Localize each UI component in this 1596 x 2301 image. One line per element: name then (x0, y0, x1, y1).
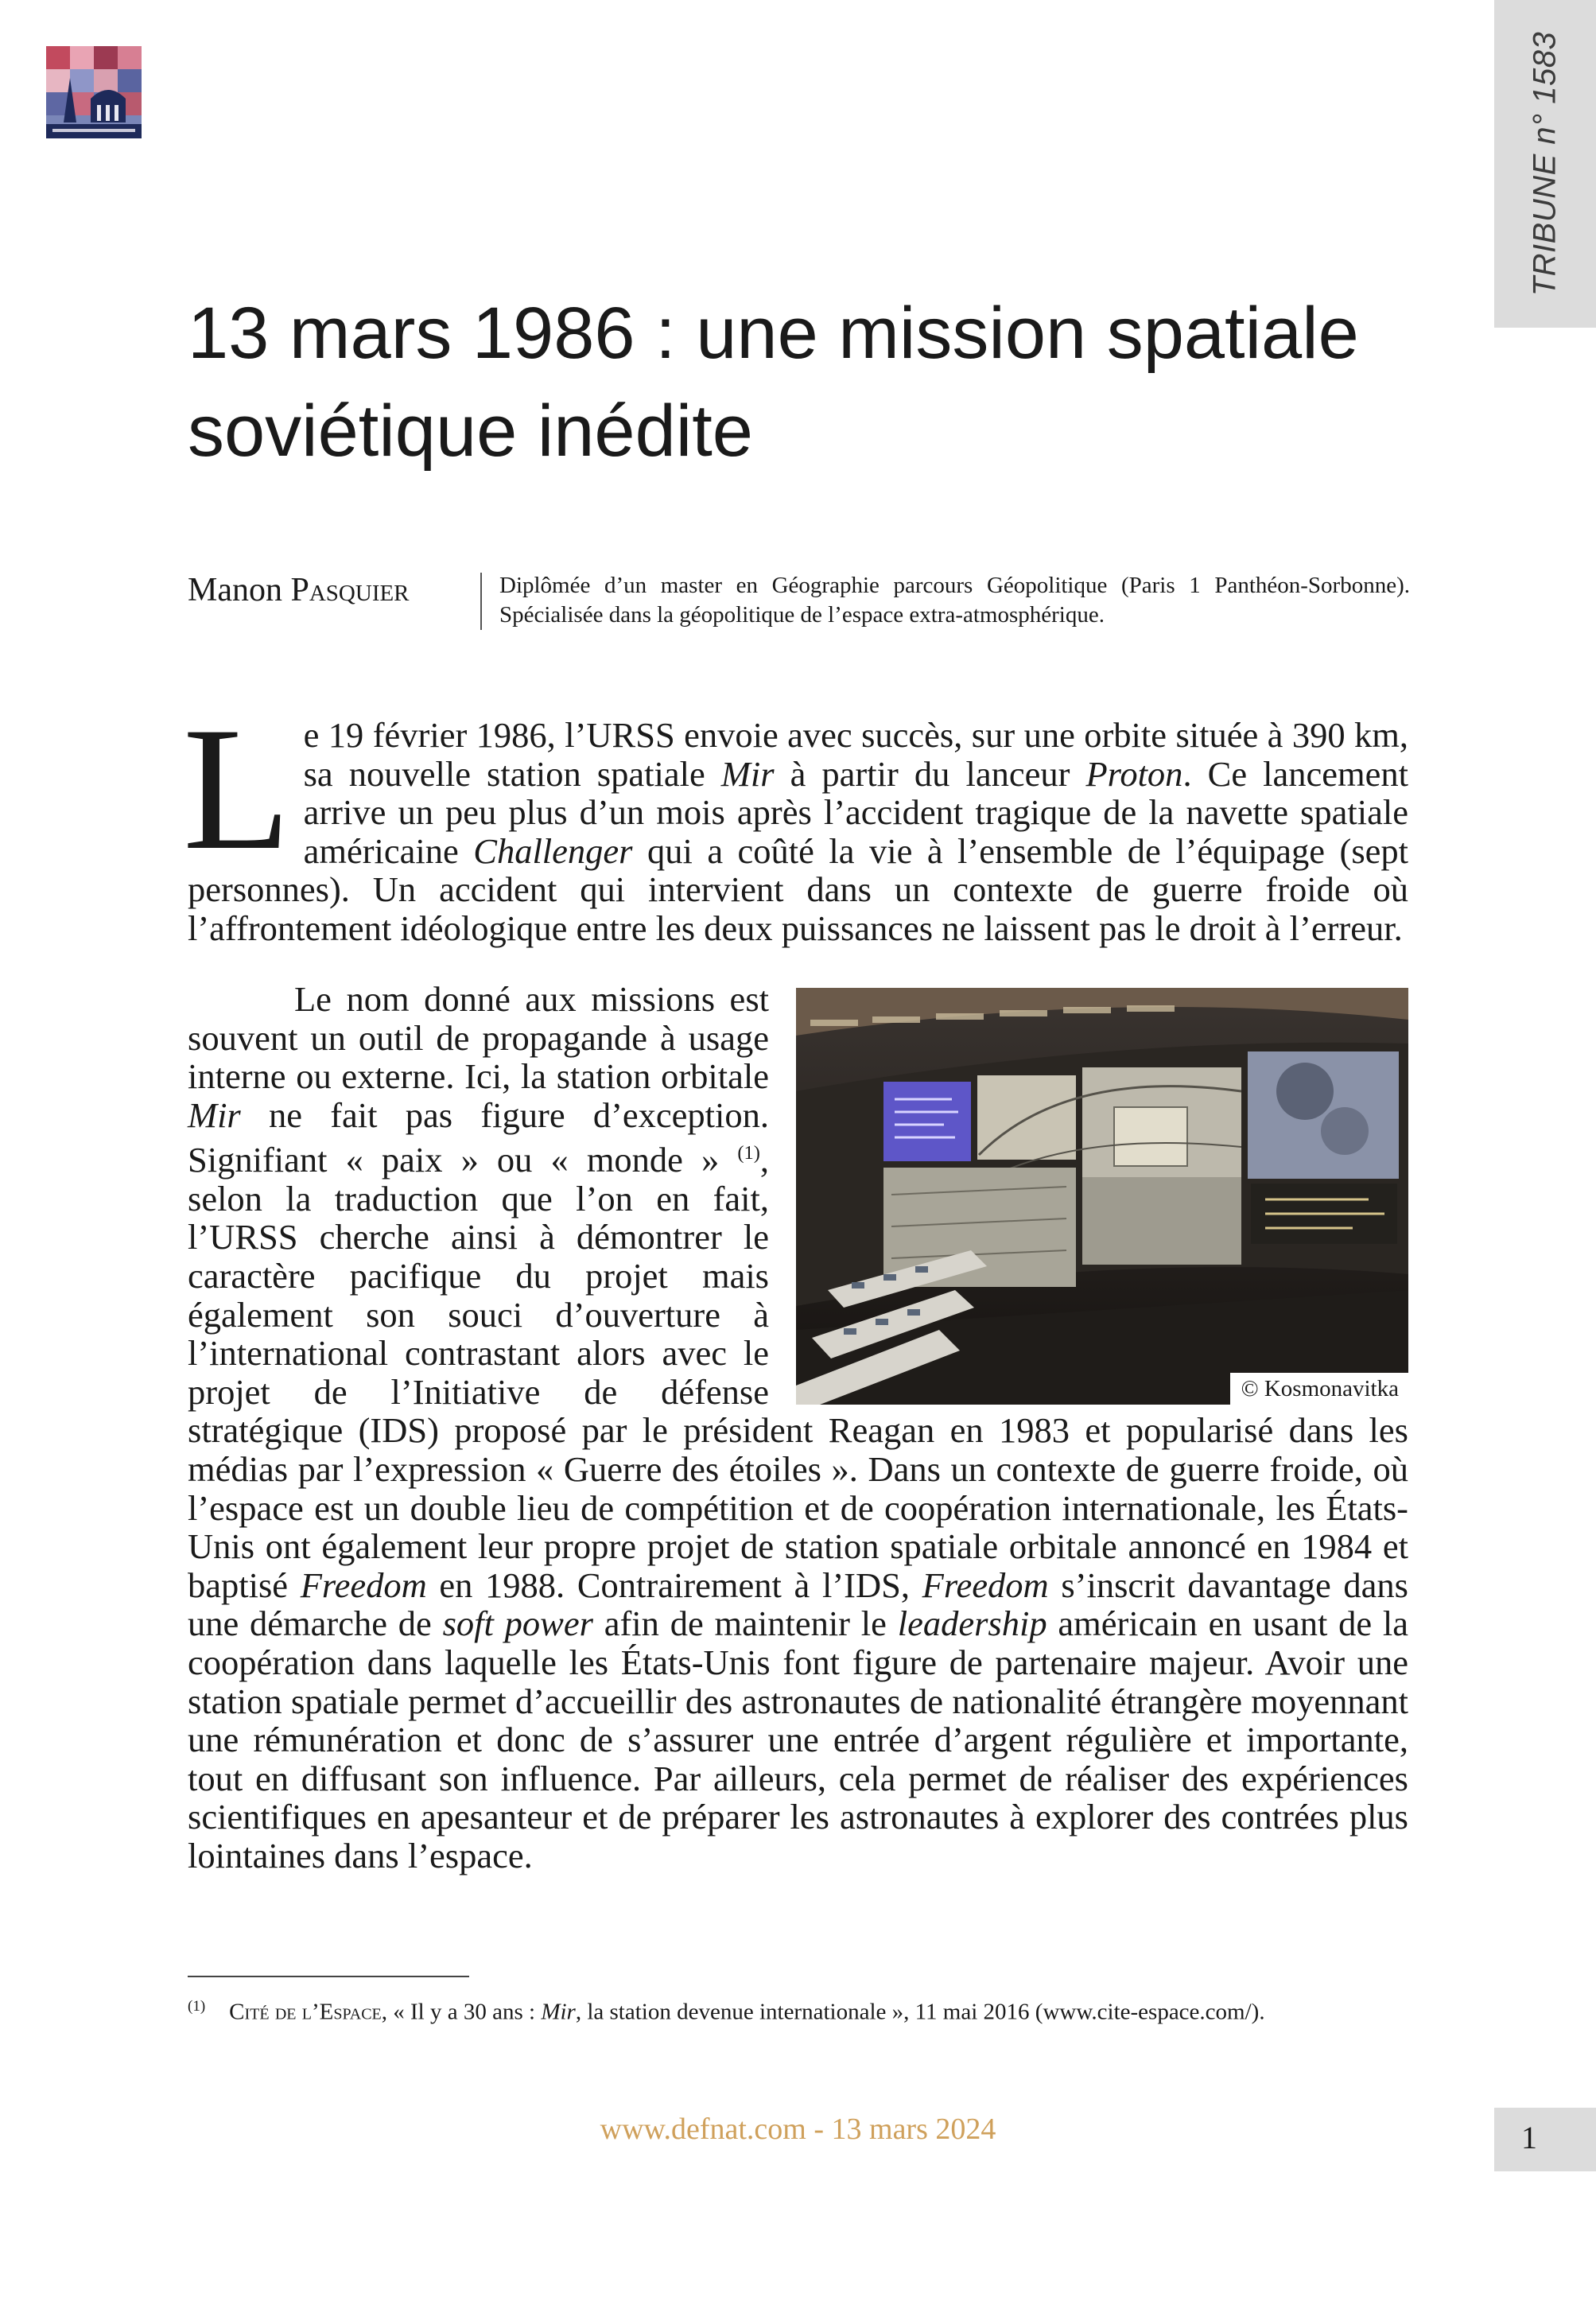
text-run: Le nom donné aux missions est souvent un outil de propagande à usage interne ou externe. Ici, la station orbitale (188, 979, 769, 1097)
footer-website-date: www.defnat.com - 13 mars 2024 (600, 2112, 996, 2146)
text-run: , « Il y a 30 ans : (381, 1999, 542, 2025)
text-run: , selon la traduction que l’on en fait, l’URSS cherche ainsi à démontrer le caractère pacifique du projet mais également son souci d’ouverture à l’international contrastant alors avec le projet de l’Initiative de défense stratégique (IDS) proposé par le président Reagan en 1983 et popularisé dans les médias par l’expression « Guerre des étoiles ». Dans un contexte de guerre froide, où l’espace est un double lieu de compétition et de coopération internationale, les États-Unis ont également leur propre projet de station spatiale orbitale annoncé en 1984 et baptisé (188, 1140, 1408, 1605)
figure-float (796, 988, 1408, 1405)
paragraph-2 (188, 980, 1408, 1875)
text-run: e 19 février 1986, l’URSS envoie avec succès, sur une orbite située à 390 km, sa nouvelle station spatiale (303, 715, 1408, 794)
text-run: américain en usant de la coopération dans laquelle les États-Unis font figure de partenaire majeur. Avoir une station spatiale permet d’accueillir des astronautes de nationalité étrangère moyennant une rémunération et donc de s’assurer une entrée d’argent régulière et importante, tout en diffusant son influence. Par ailleurs, cela permet de réaliser des expériences scientifiques en apesanteur et de préparer les astronautes à explorer des contrées plus lointaines dans l’espace. (188, 1603, 1409, 1875)
italic-text: Mir (720, 753, 775, 794)
text-run: qui a coûté la vie à l’ensemble de l’équipage (sept personnes). Un accident qui intervient dans un contexte de guerre froide où l’affrontement idéologique entre les deux puissances ne laissent pas le droit à l’erreur. (188, 830, 1409, 948)
page-number-tab (1494, 2108, 1596, 2171)
photo-credit: © Kosmonavitka (1230, 1373, 1408, 1405)
footnote-rule (188, 1976, 469, 1977)
article-title: 13 mars 1986 : une mission spatiale soviétique inédite (188, 293, 1359, 472)
italic-text: Freedom (922, 1564, 1049, 1605)
tribune-side-tab (1494, 0, 1596, 328)
footnote-marker: (1) (188, 1998, 206, 2015)
paragraph-1 (183, 691, 1409, 948)
italic-text: soft power (442, 1603, 593, 1644)
page-number: 1 (1521, 2120, 1537, 2155)
photo-illustration (796, 988, 1408, 1405)
text-run: s’inscrit davantage dans une démarche de (188, 1564, 1408, 1644)
author-name (188, 569, 410, 611)
footnote-text (382, 2000, 1265, 2025)
mission-control-photo (796, 988, 1408, 1405)
text-run: à partir du lanceur (774, 753, 1086, 794)
text-run: en 1988. Contrairement à l’IDS, (426, 1564, 922, 1605)
italic-text: leadership (897, 1603, 1047, 1644)
footnote-org: Cité de l’Espace (229, 1999, 382, 2025)
paragraph-1-text (188, 715, 1408, 948)
italic-text: Mir (541, 1999, 576, 2025)
text-run: , la station devenue internationale », 11 mai 2016 (www.cite-espace.com/). (575, 1999, 1265, 2025)
text-run: . Ce lancement arrive un peu plus d’un mois après l’accident tragique de la navette spatiale américaine (303, 753, 1408, 871)
footnote (188, 1992, 1412, 2027)
italic-text: Proton (1085, 753, 1183, 794)
italic-text: Mir (188, 1094, 241, 1135)
tribune-number: TRIBUNE n° 1583 (1527, 31, 1563, 297)
author-first-name: Manon (188, 572, 282, 608)
logo-graphic (46, 46, 142, 138)
text-run: ne fait pas figure d’exception. Signifiant « paix » ou « monde » (188, 1094, 769, 1180)
text-run: afin de maintenir le (592, 1603, 898, 1644)
italic-text: Challenger (473, 830, 633, 871)
footnote-ref: (1) (737, 1142, 760, 1164)
drop-cap: L (183, 691, 291, 887)
author-separator (480, 573, 482, 630)
author-last-name: Pasquier (290, 572, 410, 608)
author-bio: Diplômée d’un master en Géographie parcours Géopolitique (Paris 1 Panthéon-Sorbonne). Spécialisée dans la géopolitique de l’espace extra-atmosphérique. (499, 573, 1410, 628)
italic-text: Freedom (300, 1564, 427, 1605)
defnat-logo-icon (46, 46, 142, 138)
